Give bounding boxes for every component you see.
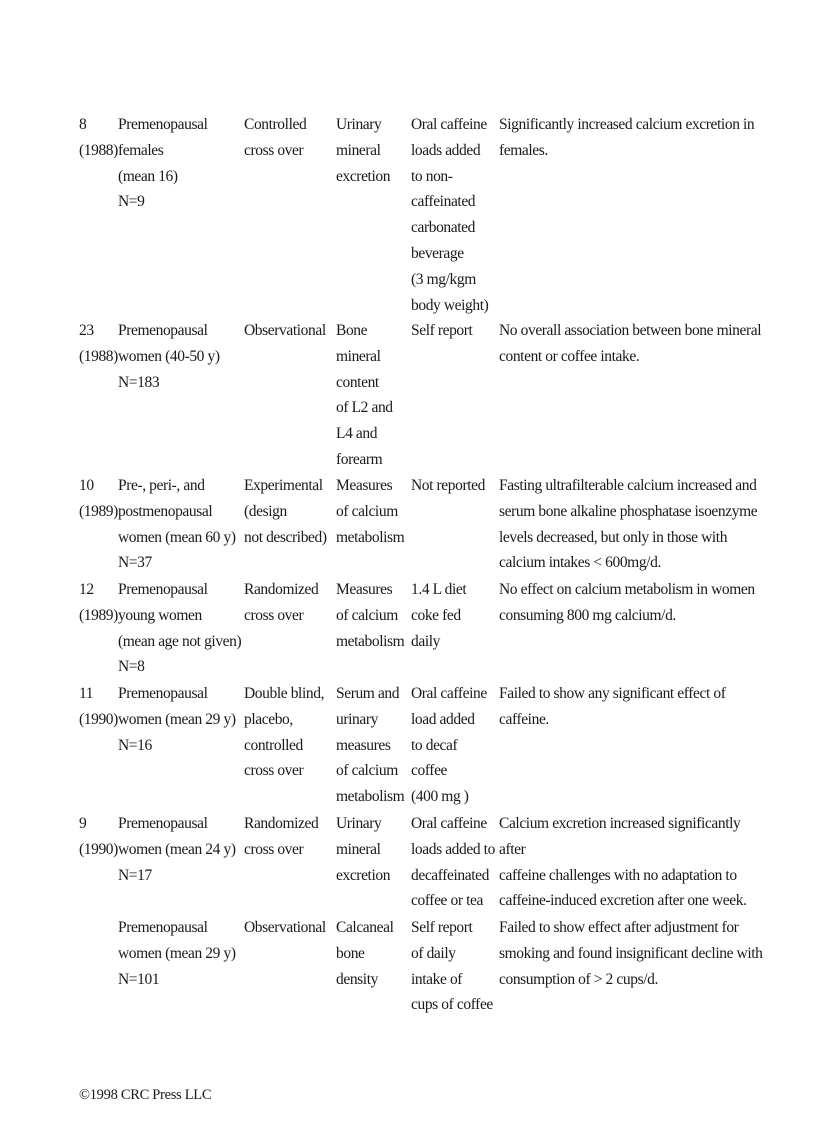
copyright-footer: ©1998 CRC Press LLC: [79, 1087, 212, 1103]
treatment-cell: 1.4 L diet coke fed daily: [411, 581, 467, 650]
treatment-cell: Oral caffeine loads added to decaffeinated coffee or tea: [411, 815, 495, 910]
subjects-cell: Premenopausal women (mean 29 y) N=101: [118, 919, 236, 988]
reference-cell: 10 (1989): [79, 477, 118, 520]
design-cell: Randomized cross over: [244, 581, 319, 624]
subjects-cell: Premenopausal women (40-50 y) N=183: [118, 322, 220, 391]
design-cell: Observational: [244, 322, 326, 339]
outcome-cell: Urinary mineral excretion: [336, 815, 391, 884]
design-cell: Observational: [244, 919, 326, 936]
subjects-cell: Premenopausal women (mean 29 y) N=16: [118, 685, 236, 754]
reference-cell: 12 (1989): [79, 581, 118, 624]
outcome-cell: Serum and urinary measures of calcium metabolism: [336, 685, 405, 806]
results-cell: No effect on calcium metabolism in women consuming 800 mg calcium/d.: [499, 581, 755, 624]
design-cell: Controlled cross over: [244, 116, 307, 159]
results-cell: Calcium excretion increased significantly after caffeine challenges with no adaptation to caffeine-induced excretion after one week.: [499, 815, 747, 910]
reference-cell: 9 (1990): [79, 815, 118, 858]
treatment-cell: Self report: [411, 322, 473, 339]
treatment-cell: Oral caffeine loads added to non- caffeinated carbonated beverage (3 mg/kgm body weight): [411, 116, 489, 314]
subjects-cell: Pre-, peri-, and postmenopausal women (mean 60 y) N=37: [118, 477, 236, 572]
outcome-cell: Measures of calcium metabolism: [336, 581, 405, 650]
design-cell: Experimental (design not described): [244, 477, 327, 546]
reference-cell: 11 (1990): [79, 685, 118, 728]
reference-cell: 23 (1988): [79, 322, 118, 365]
outcome-cell: Bone mineral content of L2 and L4 and forearm: [336, 322, 393, 468]
results-cell: No overall association between bone mineral content or coffee intake.: [499, 322, 762, 365]
results-cell: Fasting ultrafilterable calcium increased and serum bone alkaline phosphatase isoenzyme levels decreased, but only in those with calcium intakes < 600mg/d.: [499, 477, 758, 572]
subjects-cell: Premenopausal women (mean 24 y) N=17: [118, 815, 236, 884]
design-cell: Randomized cross over: [244, 815, 319, 858]
treatment-cell: Oral caffeine load added to decaf coffee (400 mg ): [411, 685, 487, 806]
outcome-cell: Measures of calcium metabolism: [336, 477, 405, 546]
results-cell: Failed to show any significant effect of caffeine.: [499, 685, 726, 728]
outcome-cell: Urinary mineral excretion: [336, 116, 391, 185]
reference-cell: 8 (1988): [79, 116, 118, 159]
subjects-cell: Premenopausal young women (mean age not given) N=8: [118, 581, 242, 676]
outcome-cell: Calcaneal bone density: [336, 919, 394, 988]
treatment-cell: Self report of daily intake of cups of coffee: [411, 919, 493, 1014]
subjects-cell: Premenopausal females (mean 16) N=9: [118, 116, 208, 211]
treatment-cell: Not reported: [411, 477, 485, 494]
design-cell: Double blind, placebo, controlled cross over: [244, 685, 325, 780]
results-cell: Failed to show effect after adjustment for smoking and found insignificant decline with consumption of > 2 cups/d.: [499, 919, 763, 988]
results-cell: Significantly increased calcium excretion in females.: [499, 116, 755, 159]
